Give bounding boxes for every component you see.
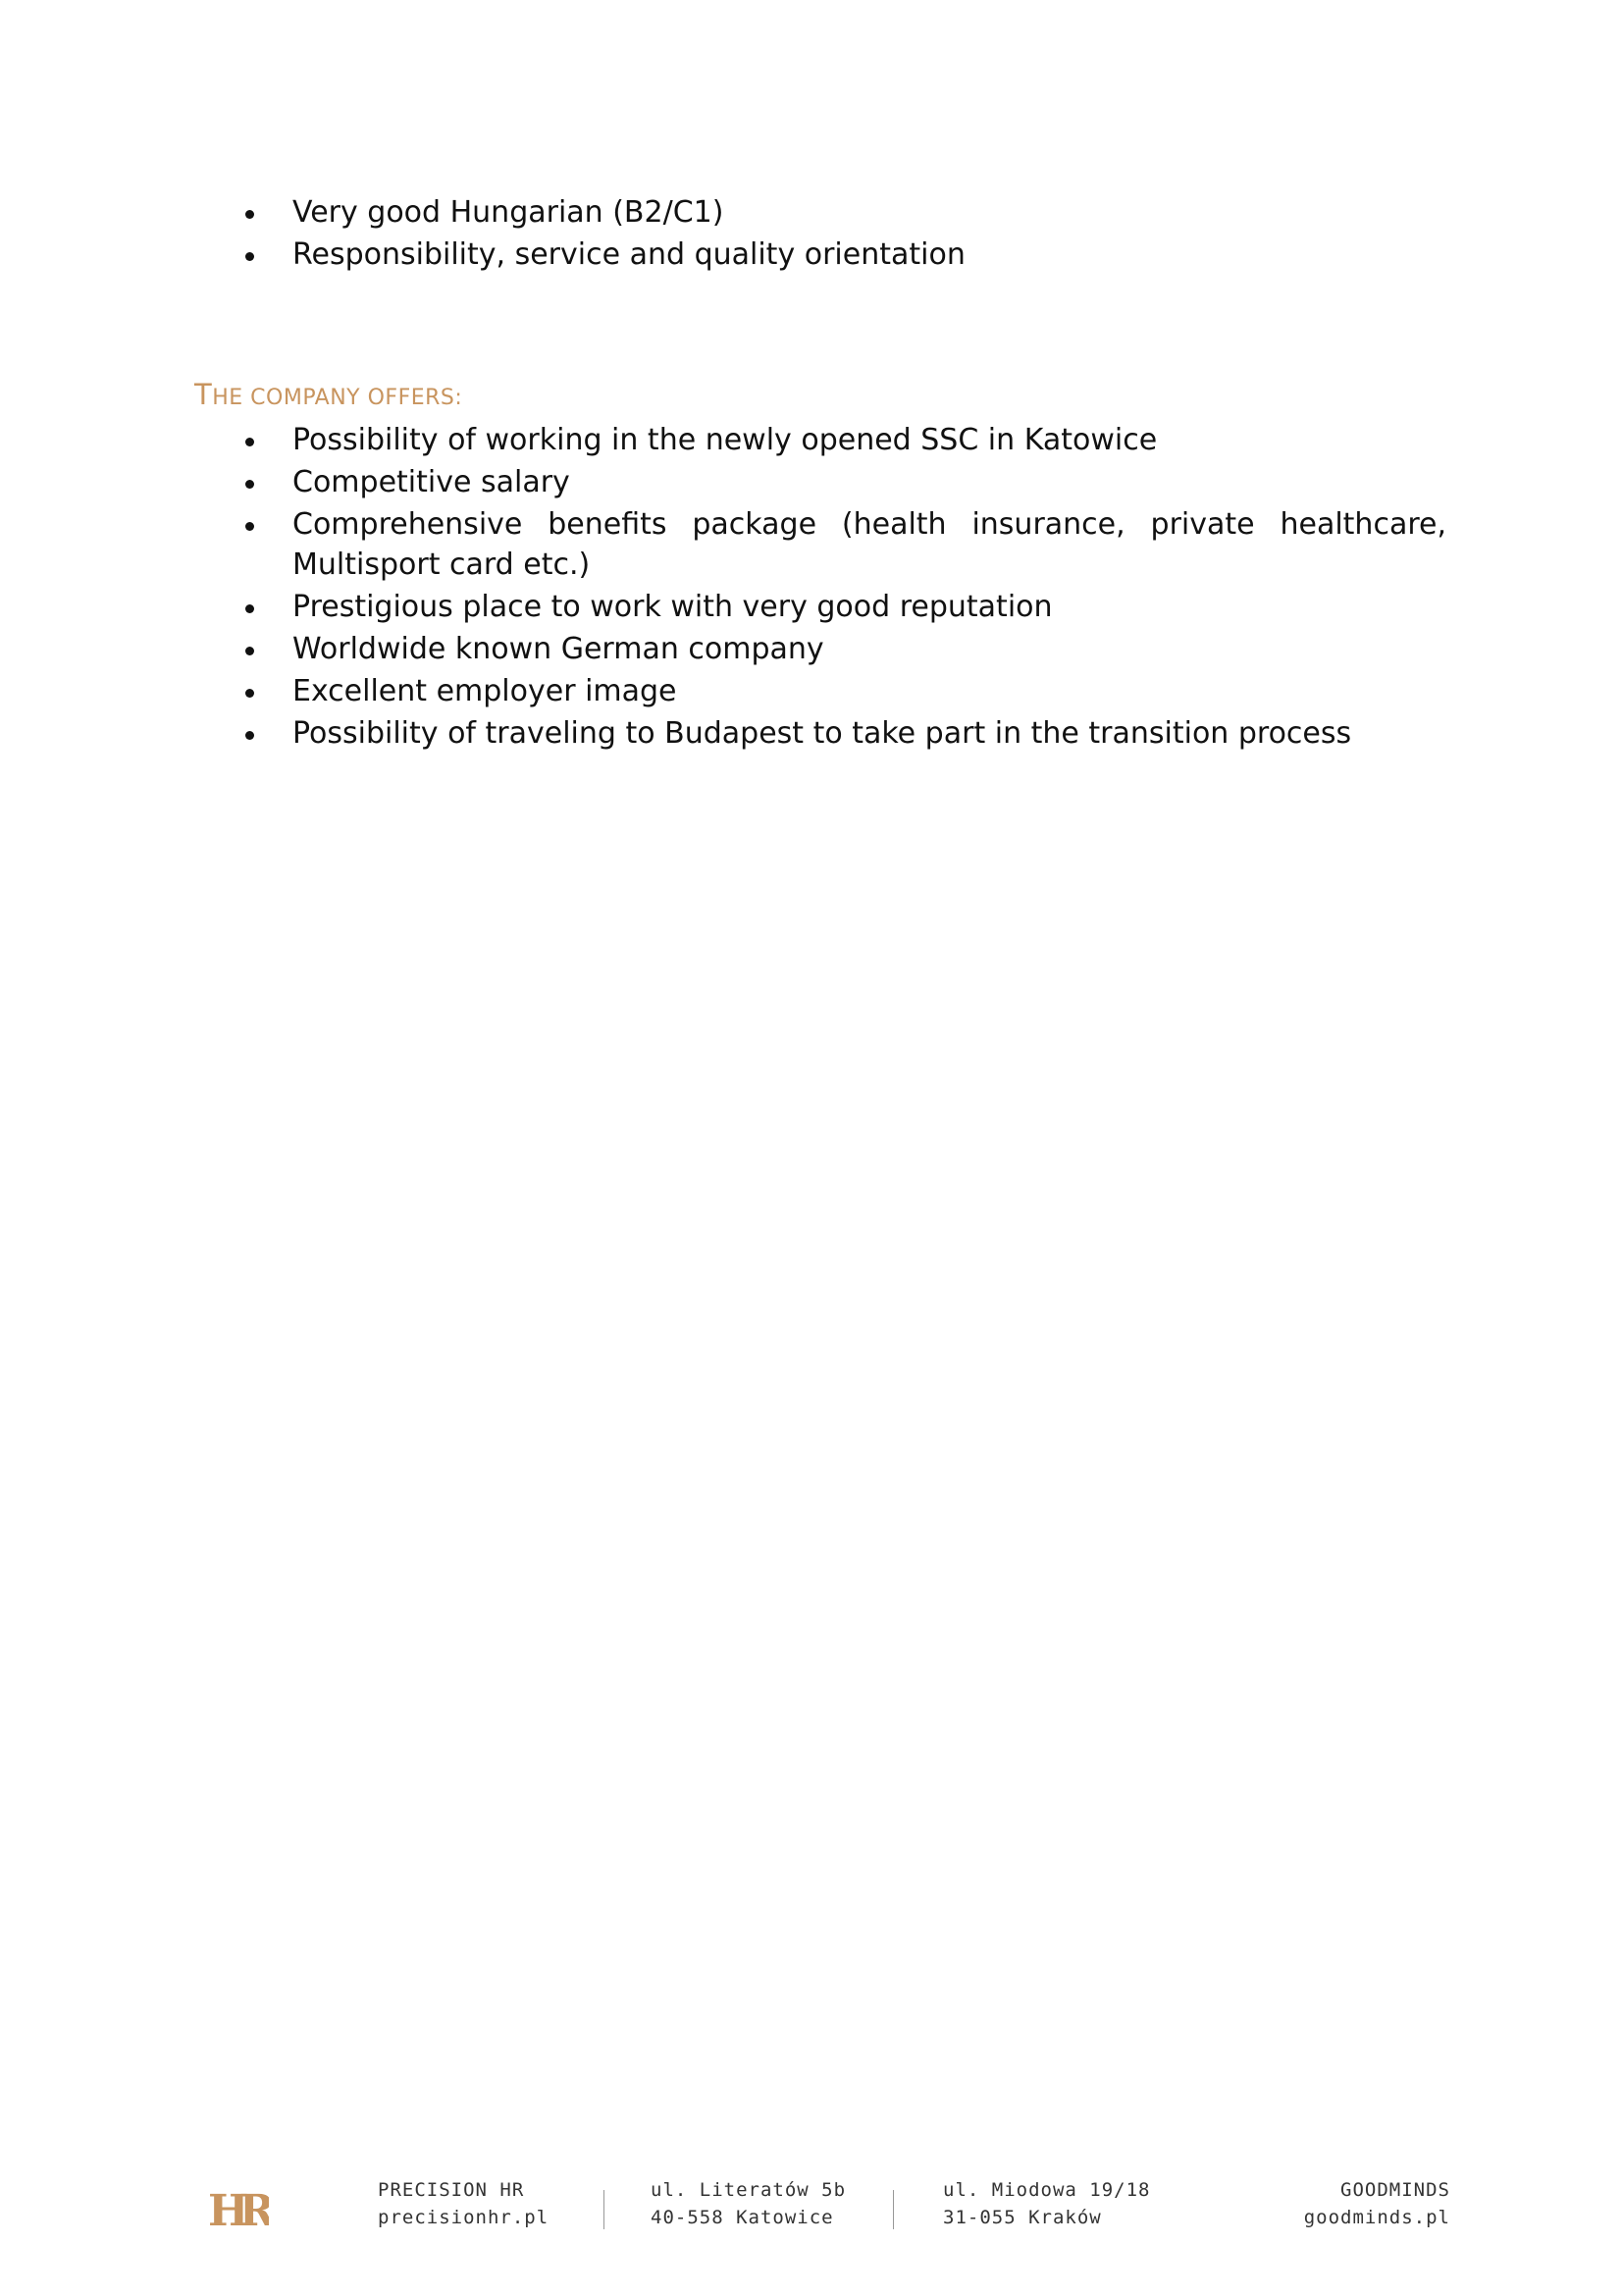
list-item: [243, 462, 1446, 502]
list-item-text: Very good Hungarian (B2/C1): [292, 195, 724, 230]
footer-city: 31-055 Kraków: [943, 2207, 1102, 2228]
bullet-icon: [245, 438, 254, 446]
footer-company-name: PRECISION HR: [378, 2179, 525, 2201]
list-item: [243, 192, 1446, 233]
footer-company-website[interactable]: precisionhr.pl: [378, 2207, 549, 2228]
list-item: [243, 235, 1446, 275]
hr-logo-icon: [206, 2184, 269, 2235]
bullet-icon: [245, 480, 254, 489]
footer-divider: [603, 2190, 604, 2229]
footer-company-precision: [378, 2176, 549, 2231]
list-item-text: Responsibility, service and quality orientation: [292, 237, 966, 272]
footer-address-krakow: [943, 2176, 1150, 2231]
list-item-text: Possibility of working in the newly opened SSC in Katowice: [292, 423, 1158, 457]
list-item: [243, 629, 1446, 669]
bullet-icon: [245, 252, 254, 261]
section-heading-company-offers: [194, 378, 462, 411]
bullet-icon: [245, 731, 254, 740]
list-item-text: Worldwide known German company: [292, 632, 824, 666]
list-item-text: Competitive salary: [292, 465, 570, 499]
bullet-icon: [245, 522, 254, 531]
list-item: [243, 587, 1446, 627]
footer-company-website[interactable]: goodminds.pl: [1303, 2207, 1450, 2228]
list-item: [243, 671, 1446, 711]
list-item-text: Possibility of traveling to Budapest to take part in the transition process: [292, 716, 1352, 751]
bullet-icon: [245, 647, 254, 655]
footer-company-goodminds: [1304, 2176, 1450, 2231]
list-item: [243, 420, 1446, 460]
list-item-text: Prestigious place to work with very good reputation: [292, 590, 1053, 624]
footer-city: 40-558 Katowice: [651, 2207, 834, 2228]
list-item: [243, 504, 1446, 585]
bullet-icon: [245, 689, 254, 698]
list-item-text: Comprehensive benefits package (health insurance, private healthcare, Multisport card etc.): [292, 507, 1446, 582]
bullet-icon: [245, 604, 254, 613]
svg-text:HR: HR: [208, 2186, 266, 2235]
footer-street: ul. Literatów 5b: [651, 2179, 847, 2201]
footer-divider: [893, 2190, 894, 2229]
footer-company-name: GOODMINDS: [1340, 2179, 1450, 2201]
footer-address-katowice: [651, 2176, 846, 2231]
footer-street: ul. Miodowa 19/18: [943, 2179, 1151, 2201]
page-footer: [0, 2176, 1622, 2255]
heading-rest: HE COMPANY OFFERS:: [212, 386, 463, 410]
heading-initial: T: [194, 378, 213, 411]
list-item-text: Excellent employer image: [292, 674, 677, 708]
list-item: [243, 713, 1446, 754]
offers-list: [243, 420, 1446, 756]
bullet-icon: [245, 210, 254, 219]
requirements-list: [243, 192, 1446, 277]
